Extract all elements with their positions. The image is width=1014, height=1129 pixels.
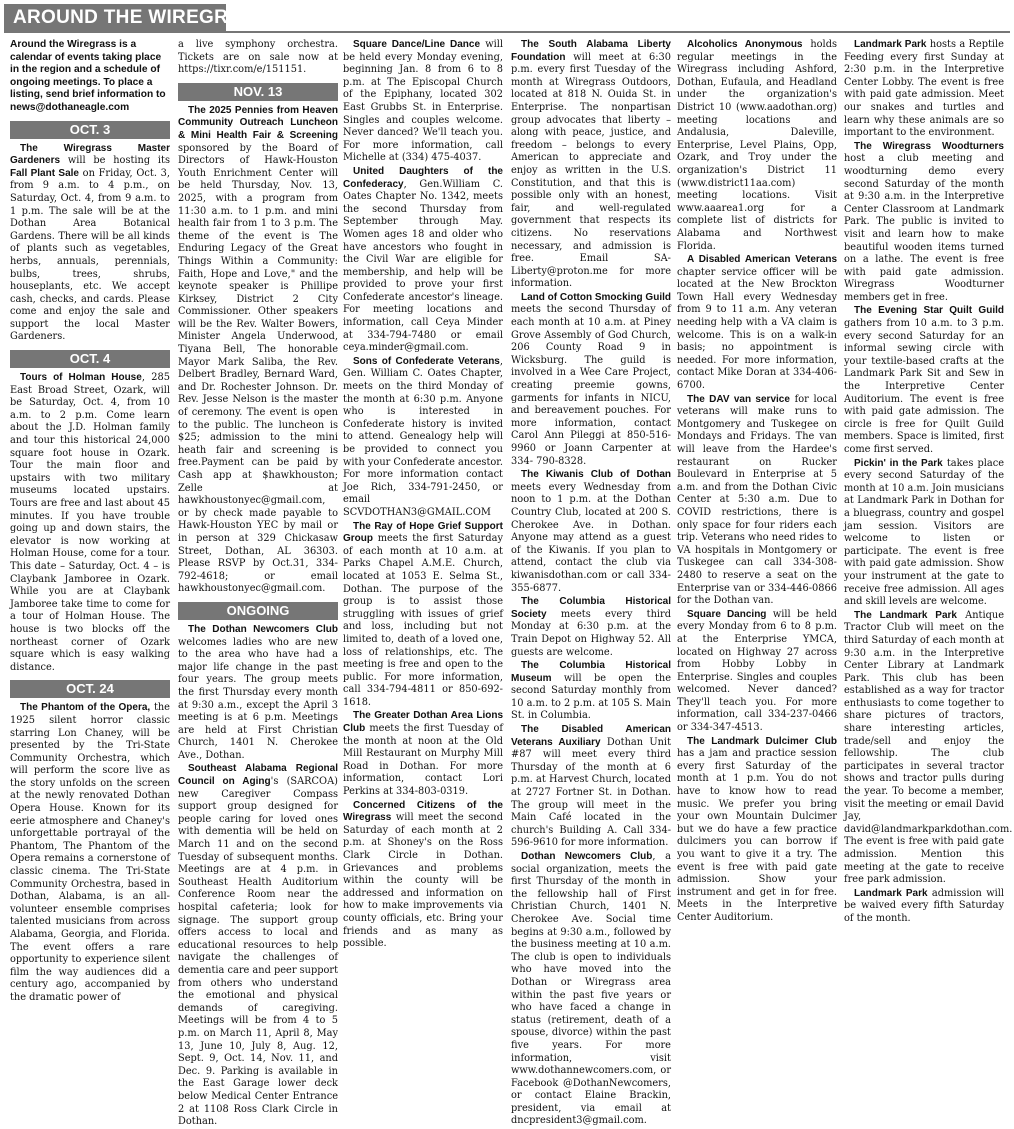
listing-phantom-tail: a live symphony orchestra. Tickets are on sale now at https://tixr.com/e/151151. [178, 39, 338, 76]
column-2-content [178, 39, 339, 1128]
listing-scv: Sons of Confederate Veterans, Gen. William C. Oates Chapter, meets on the third Monday of the month at 6:30 p.m. Anyone who is interested in Confederate history is invited to attend. Genealogy help will be provided to connect you with your Confederate ancestor. For more information contact Joe Rich, 334-791-2450, or email SCVDOTHAN3@GMAIL.COM [343, 355, 504, 518]
intro-text: Around the Wiregrass is a calendar of events taking place in the region and a schedule of ongoing meetings. To place a listing, send brief information to news@dothaneagle.com [10, 39, 166, 113]
listing-holman-house: Tours of Holman House, 285 East Broad Street, Ozark, will be Saturday, Oct. 4, from 10 a.m. to 2 p.m. Come learn about the J.D. Holman family and tour this historical 24,000 square foot house in Ozark. Tour the main floor and upstairs with two military museums located upstairs. Tours are free and last about 45 minutes. If you have trouble going up and down stairs, the elevator is now working at Holman House, come for a tour. This date – Saturday, Oct. 4 – is Claybank Jamboree in Ozark. While you are at Claybank Jamboree take time to come for a tour of Holman House. The house is two blocks off the northeast corner of Ozark square which is easy walking distance. [10, 372, 170, 673]
column-4 [511, 39, 672, 1127]
date-header-oct4: OCT. 4 [10, 350, 170, 368]
column-6 [844, 39, 1013, 924]
listing-ray-of-hope: The Ray of Hope Grief Support Group meets the first Saturday of each month at 10 a.m. at Parks Chapel A.M.E. Church, located at 1053 E. Selma St., Dothan. The purpose of the group is to assist those struggling with issues of grief and loss, including but not limited to, death of a loved one, loss of relationships, etc. The meeting is free and open to the public. For more information, call 334-794-4811 or 850-692-1618. [343, 520, 503, 708]
listing-concerned-citizens: Concerned Citizens of the Wiregrass will meet the second Saturday of each month at 2 p.m. at Shoney's on the Ross Clark Circle in Dothan. Grievances and problems within the county will be addressed and information on how to make improvements via county officials, etc. Bring your friends and as many as possible. [343, 799, 503, 950]
listing-liberty-foundation: The South Alabama Liberty Foundation will meet at 6:30 p.m. every first Tuesday of the month at Wiregrass Outdoors, located at 818 N. Ouida St. in Enterprise. The nonpartisan group advocates that liberty – along with peace, justice, and freedom – belongs to every American to appreciate and enjoy as written in the U.S. Constitution, and that this is possible only with an honest, fair, and well-regulated government that respects its citizens. No reservations necessary, and admission is free. Email SA-Liberty@proton.me for more information. [511, 39, 671, 290]
column-1 [10, 39, 170, 1003]
listing-smocking-guild: Land of Cotton Smocking Guild meets the second Thursday of each month at 10 a.m. at Piney Grove Assembly of God Church, 206 County Road 9 in Wicksburg. The guild is involved in a Wee Care Project, creating preemie gowns, garments for infants in NICU, and bereavement pouches. For more information, contact Carol Ann Pileggi at 850-516-9960 or Joann Carpenter at 334- 790-8328. [511, 291, 671, 467]
date-header-nov13: NOV. 13 [178, 83, 338, 101]
listing-dav-chapter: A Disabled American Veterans chapter service officer will be located at the New Brockton Town Hall every Wednesday from 9 to 11 a.m. Any veteran needing help with a VA claim is welcome. This is on a walk-in basis; no appointment is needed. For more information, contact Mike Doran at 334-406-6700. [677, 254, 837, 392]
listing-master-gardeners: The Wiregrass Master Gardeners will be hosting its Fall Plant Sale on Friday, Oct. 3, from 9 a.m. to 4 p.m., on Saturday, Oct. 4, from 9 a.m. to 1 p.m. The sale will be at the Dothan Area Botanical Gardens. There will be all kinds of plants such as vegetables, herbs, annuals, perennials, bulbs, trees, shrubs, houseplants, etc. We accept cash, checks, and cards. Please come and enjoy the sale and support the local Master Gardeners. [10, 142, 170, 343]
listing-tractor-club: The Landmark Park Antique Tractor Club will meet on the third Saturday of each month at 9:30 a.m. in the Interpretive Center Library at Landmark Park. This club has been established as a way for tractor enthusiasts to come together to share pictures of tractors, share interesting articles, trade/sell and enjoy the fellowship. The club participates in several tractor shows and tractor pulls during the year. To become a member, visit the meeting or email David Jay, david@landmarkparkdothan.com. The event is free with paid gate admission. Mention this meeting at the gate to receive free park admission. [844, 609, 1013, 886]
listing-quilt-guild: The Evening Star Quilt Guild gathers from 10 a.m. to 3 p.m. every second Saturday for an informal sewing circle with your textile-based crafts at the Landmark Park Sit and Sew in the Interpretive Center Auditorium. The event is free with paid gate admission. The circle is free for Quilt Guild members. Space is limited, first come first served. [844, 305, 1004, 455]
listing-square-dance-line-dance: Square Dance/Line Dance will be held every Monday evening, beginning Jan. 8 from 6 to 8 p.m. at The Episcopal Church of the Epiphany, located 302 East Grubbs St. in Enterprise. Singles and couples welcome. Never danced? We'll teach you. For more information, call Michelle at (334) 475-4037. [343, 39, 503, 164]
listing-square-dancing: Square Dancing will be held every Monday from 6 to 8 p.m. at the Enterprise YMCA, located on Highway 27 across from Hobby Lobby in Enterprise. Singles and couples welcomed. Never danced? They'll teach you. For more information, call 334-237-0466 or 334-347-4513. [677, 608, 837, 734]
column-3 [343, 39, 504, 950]
listing-dulcimer-club: The Landmark Dulcimer Club has a jam and practice session every first Saturday of the month at 1 p.m. You do not have to know how to read music. We prefer you bring your own Mountain Dulcimer but we do have a few practice dulcimers you can borrow if you want to give it a try. The event is free with paid gate admission. Show your instrument and get in for free. Meets in the Interpretive Center Auditorium. [677, 735, 837, 923]
listing-historical-society: The Columbia Historical Society meets every third Monday at 6:30 p.m. at the Train Depot on Highway 52. All guests are welcome. [511, 596, 671, 658]
listing-fifth-saturday: Landmark Park admission will be waived every fifth Saturday of the month. [844, 887, 1004, 924]
listing-newcomers-club: The Dothan Newcomers Club welcomes ladies who are new to the area who have had a major life change in the past four years. The group meets the first Thursday every month at 9:30 a.m., except the April 3 meeting is at 6 p.m. Meetings are held at First Christian Church, 1401 N. Cherokee Ave., Dothan. [178, 623, 338, 761]
date-header-oct3: OCT. 3 [10, 121, 170, 139]
listing-pennies-from-heaven: The 2025 Pennies from Heaven Community Outreach Luncheon & Mini Health Fair & Screening sponsored by the Board of Directors of Hawk-Houston Youth Enrichment Center will be held Thursday, Nov. 13, 2025, with a program from 11:30 a.m. to 1 p.m. and mini health fair from 1 to 3 p.m. The theme of the event is The Enduring Legacy of the Great Things Within a Community: Faith, Hope and Love," and the keynote speaker is Phillipe Kirksey, District 2 City Commissioner. Other speakers will be the Rev. Walter Bowers, Minister Angela Underwood, Tiyana Bell, The honorable Mayor Mark Saliba, the Rev. Delbert Bradley, Bernard Ward, and Dr. Rochester Johnson. Dr. Rev. Jesse Nelson is the master of ceremony. The event is open to the public. The luncheon is $25; admission to the mini heath fair and screening is free.Payment can be paid by Cash app at $hawkhouston; Zelle at hawkhoustonyec@gmail.com, or by check made payable to Hawk-Houston YEC by mail or in person at 329 Chickasaw Street, Dothan, AL 36303. Please RSVP by Oct.31, 334-792-4618; or email hawkhoustonyec@gmail.com. [178, 104, 338, 595]
listing-phantom-opera: The Phantom of the Opera, the 1925 silent horror classic starring Lon Chaney, will be presented by the Tri-State Community Orchestra, which will perform the score live as the story unfolds on the screen at the newly renovated Dothan Opera House. Known for its eerie atmosphere and Chaney's unforgettable portrayal of the Phantom, The Phantom of the Opera remains a cornerstone of classic cinema. The Tri-State Community Orchestra, based in Dothan, Alabama, is an all-volunteer ensemble comprises talented musicians from across Alabama, Georgia, and Florida. The event offers a rare opportunity to experience silent film the way audiences did a century ago, accompanied by the dramatic power of [10, 702, 170, 1003]
listing-reptile-feeding: Landmark Park hosts a Reptile Feeding every first Sunday at 2:30 p.m. in the Interpretive Center Lobby. The event is free with paid gate admission. Meet our snakes and turtles and learn why these animals are so important to the environment. [844, 39, 1004, 139]
listing-lions-club: The Greater Dothan Area Lions Club meets the first Tuesday of the month at noon at the Old Mill Restaurant on Murphy Mill Road in Dothan. For more information, contact Lori Perkins at 334-803-0319. [343, 710, 503, 798]
listing-dav-auxiliary: The Disabled American Veterans Auxiliary Dothan Unit #87 will meet every third Thursday of the month at 6 p.m. at Harvest Church, located at 2727 Fortner St. in Dothan. The group will meet in the Main Café located in the church's Building A. Call 334-596-9610 for more information. [511, 724, 672, 849]
section-header-ongoing: ONGOING [178, 602, 338, 620]
masthead-rule [4, 31, 1010, 33]
section-masthead: AROUND THE WIREGRASS [4, 4, 226, 31]
listing-newcomers-social: Dothan Newcomers Club, a social organization, meets the first Thursday of the month in the fellowship hall of First Christian Church, 1401 N. Cherokee Ave. Social time begins at 9:30 a.m., followed by the business meeting at 10 a.m. The club is open to individuals who have moved into the Dothan or Wiregrass area within the past five years or who have faced a change in status (retirement, death of a spouse, divorce) within the past five years. For more information, visit www.dothannewcomers.com, or Facebook @DothanNewcomers, or contact Elaine Brackin, president, via email at dncpresident3@gmail.com. [511, 851, 671, 1127]
listing-dav-van: The DAV van service for local veterans will make runs to Montgomery and Tuskegee on Mondays and Fridays. The van will leave from the Hardee's restaurant on Rucker Boulevard in Enterprise at 5 a.m. and from the Dothan Civic Center at 5:30 a.m. Due to COVID restrictions, there is only space for four riders each trip. Veterans who need rides to VA hospitals in Montgomery or Tuskegee can call 334-308-2480 to reserve a seat on the Enterprise van or 334-446-0866 for the Dothan van. [677, 393, 837, 607]
listing-udc: United Daughters of the Confederacy, Gen.William C. Oates Chapter No. 1342, meets the second Thursday from September through May. Women ages 18 and older who have ancestors who fought in the Civil War are eligible for membership, and help will be provided to prove your first Confederate ancestor's lineage. For meeting locations and information, call Ceya Minder at 334-794-7480 or email ceya.minder@gmail.com. [343, 165, 503, 354]
listing-alcoholics-anonymous: Alcoholics Anonymous holds regular meetings in the Wiregrass including Ashford, Dothan, Eufaula, and Headland under the organization's District 10 (www.aadothan.org) meeting locations and Andalusia, Daleville, Enterprise, Level Plains, Opp, Ozark, and Troy under the organization's District 11 (www.district11aa.com) meeting locations. Visit www.aaarea1.org for a complete list of districts for Alabama and Northwest Florida. [677, 39, 837, 252]
listing-woodturners: The Wiregrass Woodturners host a club meeting and woodturning demo every second Saturday of the month at 9:30 a.m. in the Interpretive Center Classroom at Landmark Park. The public is invited to visit and learn how to make beautiful wooden items turned on a lathe. The event is free with paid gate admission. Wiregrass Woodturner members get in free. [844, 140, 1004, 303]
date-header-oct24: OCT. 24 [10, 680, 170, 698]
listing-kiwanis: The Kiwanis Club of Dothan meets every Wednesday from noon to 1 p.m. at the Dothan Country Club, located at 200 S. Cherokee Ave. in Dothan. Anyone may attend as a guest of the Kiwanis. If you plan to attend, contact the club via kiwanisdothan.com or call 334-355-6877. [511, 469, 671, 594]
listing-sarcoa: Southeast Alabama Regional Council on Aging's (SARCOA) new Caregiver Compass support group designed for people caring for loved ones with dementia will be held on March 11 and on the second Tuesday of subsequent months. Meetings are at 4 p.m. in Southeast Health Auditorium Conference Room near the hospital cafeteria; look for signage. The support group offers access to local and educational resources to help navigate the challenges of dementia care and peer support from others who understand the emotional and physical demands of caregiving. Meetings will be from 4 to 5 p.m. on March 11, April 8, May 13, June 10, July 8, Aug. 12, Sept. 9, Oct. 14, Nov. 11, and Dec. 9. Parking is available in the East Garage lower deck below Medical Center Entrance 2 at 1108 Ross Clark Circle in Dothan. [178, 763, 339, 1128]
listing-historical-museum: The Columbia Historical Museum will be open the second Saturday monthly from 10 a.m. to 2 p.m. at 105 S. Main St. in Columbia. [511, 660, 671, 722]
listing-pickin-in-the-park: Pickin' in the Park takes place every second Saturday of the month at 10 a.m. Join musicians at Landmark Park in Dothan for a bluegrass, country and gospel jam session. Visitors are welcome to listen or participate. The event is free with paid gate admission. Show your instrument at the gate to receive free admission. All ages and skill levels are welcome. [844, 457, 1004, 608]
column-5 [677, 39, 837, 923]
